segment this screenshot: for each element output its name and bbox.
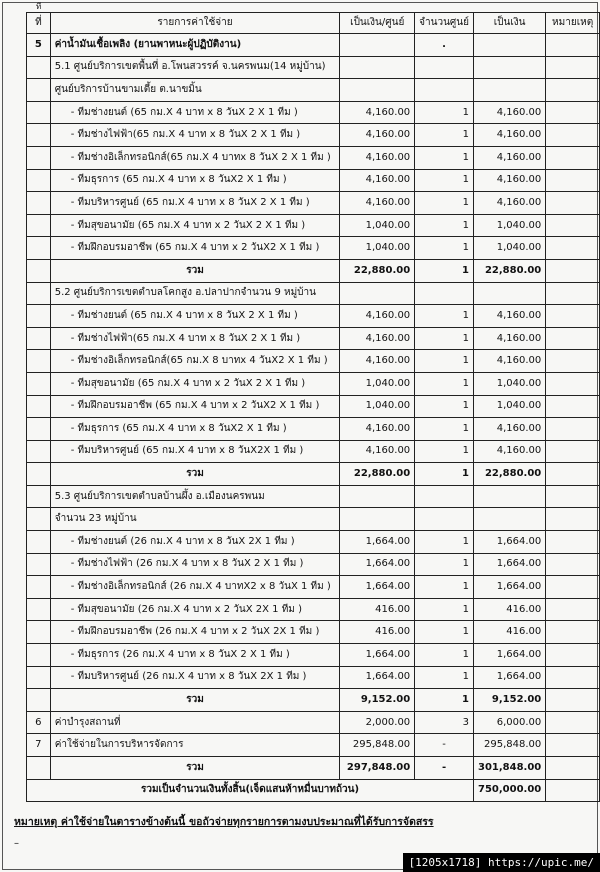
item-desc: - ทีมช่างยนต์ (65 กม.X 4 บาท x 8 วันX 2 X 1 ทีม ) [50,305,340,328]
row-6-per: 2,000.00 [340,711,415,734]
total-amount: 9,152.00 [473,689,545,712]
item-amount: 1,664.00 [473,644,545,667]
group-2-title-row [27,282,600,305]
total-per: 22,880.00 [340,259,415,282]
group-1-items [27,101,600,259]
grand-total-label: รวมเป็นจำนวนเงินทั้งสิ้น(เจ็ดแสนห้าหมื่นบาทถ้วน) [27,779,474,802]
item-per: 1,664.00 [340,576,415,599]
group-3-total-row [27,689,600,712]
table-row [27,192,600,215]
row-7-no: 7 [27,734,51,757]
item-count: 1 [415,418,474,441]
table-row [27,169,600,192]
total-per: 9,152.00 [340,689,415,712]
table-row [27,214,600,237]
item-desc: - ทีมบริหารศูนย์ (26 กม.X 4 บาท x 8 วันX 2X 1 ทีม ) [50,666,340,689]
item-amount: 4,160.00 [473,169,545,192]
item-per: 4,160.00 [340,350,415,373]
item-per: 4,160.00 [340,101,415,124]
item-desc: - ทีมช่างไฟฟ้า (26 กม.X 4 บาท x 8 วันX 2 X 1 ทีม ) [50,553,340,576]
item-count: 1 [415,237,474,260]
item-desc: - ทีมช่างอิเล็กทรอนิกส์ (26 กม.X 4 บาทX2 x 8 วันX 1 ทีม ) [50,576,340,599]
table-row [27,576,600,599]
item-amount: 4,160.00 [473,418,545,441]
group-2-title: 5.2 ศูนย์บริการเขตตำบลโคกสูง อ.ปลาปากจำนวน 9 หมู่บ้าน [50,282,340,305]
table-row [27,327,600,350]
section-5-no: 5 [27,34,51,57]
item-per: 4,160.00 [340,146,415,169]
item-count: 1 [415,327,474,350]
table-row [27,598,600,621]
sum-count: - [415,757,474,780]
group-3-subtitle: จำนวน 23 หมู่บ้าน [50,508,340,531]
group-1-title: 5.1 ศูนย์บริการเขตพื้นที่ อ.โพนสวรรค์ จ.นครพนม(14 หมู่บ้าน) [50,56,340,79]
header-no: ที่ [27,13,51,34]
item-amount: 4,160.00 [473,101,545,124]
item-count: 1 [415,553,474,576]
item-amount: 4,160.00 [473,146,545,169]
header-number-fragment: ที [36,2,42,11]
item-amount: 4,160.00 [473,305,545,328]
item-count: 1 [415,214,474,237]
item-count: 1 [415,101,474,124]
table-row [27,350,600,373]
grand-total-amount: 750,000.00 [473,779,545,802]
item-count: 1 [415,621,474,644]
item-desc: - ทีมสุขอนามัย (65 กม.X 4 บาท x 2 วันX 2 X 1 ทีม ) [50,372,340,395]
row-7-count: - [415,734,474,757]
item-per: 4,160.00 [340,169,415,192]
item-per: 1,040.00 [340,372,415,395]
total-per: 22,880.00 [340,463,415,486]
total-count: 1 [415,689,474,712]
table-row [27,553,600,576]
header-count: จำนวนศูนย์ [415,13,474,34]
total-label: รวม [50,689,340,712]
item-per: 1,040.00 [340,395,415,418]
total-count: 1 [415,463,474,486]
table-header-row [27,13,600,34]
group-2-items [27,305,600,463]
row-7-desc: ค่าใช้จ่ายในการบริหารจัดการ [50,734,340,757]
item-per: 1,664.00 [340,644,415,667]
group-1-subtitle: ศูนย์บริการบ้านขามเตี้ย ต.นาขมิ้น [50,79,340,102]
item-desc: - ทีมธุรการ (65 กม.X 4 บาท x 8 วันX2 X 1 ทีม ) [50,418,340,441]
item-count: 1 [415,305,474,328]
table-row [27,305,600,328]
item-desc: - ทีมฝึกอบรมอาชีพ (65 กม.X 4 บาท x 2 วันX2 X 1 ทีม ) [50,237,340,260]
table-row [27,237,600,260]
item-count: 1 [415,531,474,554]
sum-row [27,757,600,780]
item-per: 1,040.00 [340,237,415,260]
row-6-desc: ค่าบำรุงสถานที่ [50,711,340,734]
group-1-subtitle-row [27,79,600,102]
table-row [27,531,600,554]
grand-total-row [27,779,600,802]
item-count: 1 [415,372,474,395]
table-row [27,101,600,124]
table-row [27,644,600,667]
item-per: 4,160.00 [340,418,415,441]
item-per: 1,664.00 [340,531,415,554]
header-amount: เป็นเงิน [473,13,545,34]
header-desc: รายการค่าใช้จ่าย [50,13,340,34]
row-7 [27,734,600,757]
item-amount: 1,664.00 [473,531,545,554]
item-amount: 4,160.00 [473,124,545,147]
item-per: 4,160.00 [340,327,415,350]
item-per: 1,040.00 [340,214,415,237]
group-3-subtitle-row [27,508,600,531]
table-row [27,440,600,463]
item-count: 1 [415,350,474,373]
group-3-items [27,531,600,689]
item-count: 1 [415,576,474,599]
total-amount: 22,880.00 [473,463,545,486]
section-5-dot: . [415,34,474,57]
item-count: 1 [415,124,474,147]
table-row [27,395,600,418]
item-desc: - ทีมสุขอนามัย (26 กม.X 4 บาท x 2 วันX 2X 1 ทีม ) [50,598,340,621]
item-desc: - ทีมช่างอิเล็กทรอนิกส์(65 กม.X 8 บาทx 4 วันX2 X 1 ทีม ) [50,350,340,373]
item-amount: 1,664.00 [473,666,545,689]
row-6-count: 3 [415,711,474,734]
table-row [27,666,600,689]
group-3-title-row [27,485,600,508]
table-row [27,124,600,147]
table-row [27,418,600,441]
item-desc: - ทีมฝึกอบรมอาชีพ (26 กม.X 4 บาท x 2 วันX 2X 1 ทีม ) [50,621,340,644]
total-label: รวม [50,463,340,486]
section-5-row [27,34,600,57]
table-row [27,621,600,644]
item-amount: 4,160.00 [473,440,545,463]
item-amount: 1,664.00 [473,576,545,599]
item-desc: - ทีมธุรการ (26 กม.X 4 บาท x 8 วันX 2 X 1 ทีม ) [50,644,340,667]
item-per: 416.00 [340,621,415,644]
item-amount: 1,664.00 [473,553,545,576]
item-per: 4,160.00 [340,192,415,215]
item-amount: 416.00 [473,621,545,644]
item-per: 1,664.00 [340,553,415,576]
group-2-total-row [27,463,600,486]
footnote: หมายเหตุ ค่าใช้จ่ายในตารางข้างต้นนี้ ขอถัวจ่ายทุกรายการตามงบประมาณที่ได้รับการจัดสรร [14,816,434,828]
item-count: 1 [415,395,474,418]
footer-dash: – [14,838,19,849]
item-desc: - ทีมช่างยนต์ (65 กม.X 4 บาท x 8 วันX 2 X 1 ทีม ) [50,101,340,124]
item-amount: 4,160.00 [473,350,545,373]
item-amount: 1,040.00 [473,214,545,237]
item-desc: - ทีมสุขอนามัย (65 กม.X 4 บาท x 2 วันX 2 X 1 ทีม ) [50,214,340,237]
item-amount: 1,040.00 [473,395,545,418]
item-amount: 4,160.00 [473,327,545,350]
item-desc: - ทีมธุรการ (65 กม.X 4 บาท x 8 วันX2 X 1 ทีม ) [50,169,340,192]
item-count: 1 [415,146,474,169]
table-row [27,146,600,169]
item-count: 1 [415,644,474,667]
sum-per: 297,848.00 [340,757,415,780]
sum-label: รวม [50,757,340,780]
expense-table [26,12,600,802]
total-count: 1 [415,259,474,282]
header-remark: หมายเหตุ [546,13,600,34]
total-label: รวม [50,259,340,282]
item-desc: - ทีมฝึกอบรมอาชีพ (65 กม.X 4 บาท x 2 วันX2 X 1 ทีม ) [50,395,340,418]
item-count: 1 [415,598,474,621]
item-per: 4,160.00 [340,124,415,147]
sum-amount: 301,848.00 [473,757,545,780]
item-desc: - ทีมบริหารศูนย์ (65 กม.X 4 บาท x 8 วันX2X 1 ทีม ) [50,440,340,463]
item-amount: 1,040.00 [473,237,545,260]
item-count: 1 [415,169,474,192]
total-amount: 22,880.00 [473,259,545,282]
item-amount: 4,160.00 [473,192,545,215]
table-row [27,372,600,395]
watermark-badge: [1205x1718] https://upic.me/ [403,853,600,872]
item-per: 4,160.00 [340,440,415,463]
item-desc: - ทีมบริหารศูนย์ (65 กม.X 4 บาท x 8 วันX 2 X 1 ทีม ) [50,192,340,215]
group-3-title: 5.3 ศูนย์บริการเขตตำบลบ้านผึ้ง อ.เมืองนครพนม [50,485,340,508]
item-per: 1,664.00 [340,666,415,689]
item-count: 1 [415,666,474,689]
item-desc: - ทีมช่างไฟฟ้า(65 กม.X 4 บาท x 8 วันX 2 X 1 ทีม ) [50,327,340,350]
group-1-total-row [27,259,600,282]
item-amount: 1,040.00 [473,372,545,395]
row-6-no: 6 [27,711,51,734]
item-amount: 416.00 [473,598,545,621]
section-5-title: ค่าน้ำมันเชื้อเพลิง (ยานพาหนะผู้ปฏิบัติงาน) [50,34,340,57]
group-1-title-row [27,56,600,79]
item-count: 1 [415,440,474,463]
item-count: 1 [415,192,474,215]
item-per: 416.00 [340,598,415,621]
header-per: เป็นเงิน/ศูนย์ [340,13,415,34]
row-7-per: 295,848.00 [340,734,415,757]
item-per: 4,160.00 [340,305,415,328]
item-desc: - ทีมช่างยนต์ (26 กม.X 4 บาท x 8 วันX 2X 1 ทีม ) [50,531,340,554]
row-7-amount: 295,848.00 [473,734,545,757]
row-6 [27,711,600,734]
item-desc: - ทีมช่างไฟฟ้า(65 กม.X 4 บาท x 8 วันX 2 X 1 ทีม ) [50,124,340,147]
row-6-amount: 6,000.00 [473,711,545,734]
item-desc: - ทีมช่างอิเล็กทรอนิกส์(65 กม.X 4 บาทx 8 วันX 2 X 1 ทีม ) [50,146,340,169]
